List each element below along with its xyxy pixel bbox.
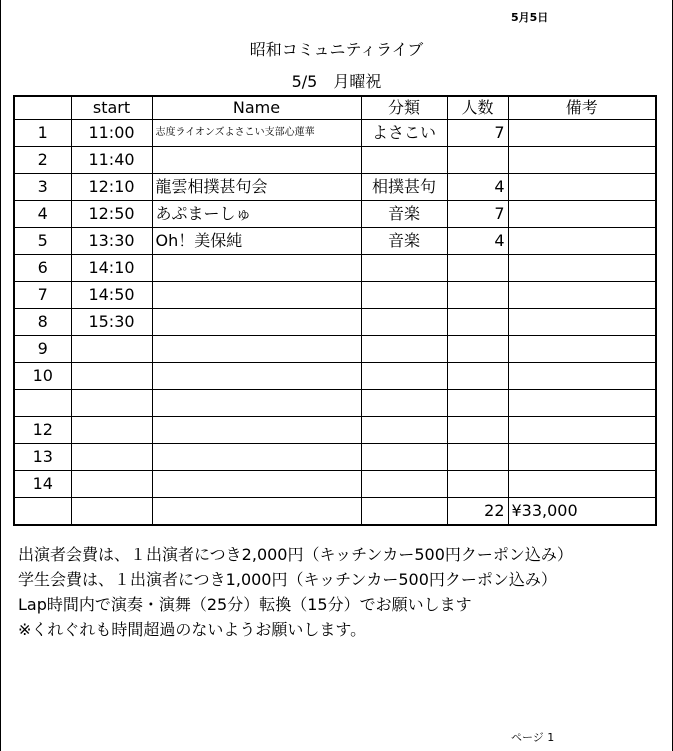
table-row bbox=[14, 444, 656, 471]
category-cell bbox=[361, 255, 447, 282]
note-cell bbox=[508, 417, 656, 444]
category-cell: よさこい bbox=[361, 120, 447, 147]
table-row bbox=[14, 255, 656, 282]
page-title: 昭和コミュニティライブ bbox=[249, 40, 424, 59]
note-cell bbox=[508, 174, 656, 201]
member-count-cell: 22 bbox=[447, 498, 508, 526]
col-header-count: 人数 bbox=[447, 96, 508, 120]
note-cell bbox=[508, 309, 656, 336]
performer-name-cell bbox=[152, 255, 361, 282]
row-number-cell: 10 bbox=[14, 363, 71, 390]
performer-name-cell bbox=[152, 282, 361, 309]
category-cell: 音楽 bbox=[361, 201, 447, 228]
category-cell bbox=[361, 282, 447, 309]
member-count-cell bbox=[447, 363, 508, 390]
performer-name-cell: Oh！美保純 bbox=[152, 228, 361, 255]
note-cell bbox=[508, 444, 656, 471]
col-header-note: 備考 bbox=[508, 96, 656, 120]
start-time-cell bbox=[71, 336, 152, 363]
page-border-left bbox=[0, 0, 1, 751]
row-number-cell: 4 bbox=[14, 201, 71, 228]
note-cell bbox=[508, 471, 656, 498]
member-count-cell: 7 bbox=[447, 201, 508, 228]
start-time-cell bbox=[71, 363, 152, 390]
row-number-cell: 7 bbox=[14, 282, 71, 309]
schedule-table-body bbox=[14, 120, 656, 526]
member-count-cell: 4 bbox=[447, 174, 508, 201]
table-row bbox=[14, 471, 656, 498]
start-time-cell: 11:00 bbox=[71, 120, 152, 147]
table-row bbox=[14, 498, 656, 526]
member-count-cell bbox=[447, 390, 508, 417]
performer-name-cell: 志度ライオンズよさこい支部心蓮華 bbox=[152, 120, 361, 147]
category-cell bbox=[361, 444, 447, 471]
category-cell bbox=[361, 336, 447, 363]
row-number-cell: 13 bbox=[14, 444, 71, 471]
note-cell bbox=[508, 201, 656, 228]
row-number-cell bbox=[14, 498, 71, 526]
member-count-cell bbox=[447, 147, 508, 174]
member-count-cell bbox=[447, 336, 508, 363]
table-row bbox=[14, 228, 656, 255]
row-number-cell: 8 bbox=[14, 309, 71, 336]
col-header-start: start bbox=[71, 96, 152, 120]
start-time-cell bbox=[71, 390, 152, 417]
category-cell bbox=[361, 363, 447, 390]
schedule-table bbox=[13, 95, 657, 526]
start-time-cell: 13:30 bbox=[71, 228, 152, 255]
member-count-cell bbox=[447, 309, 508, 336]
performer-name-cell bbox=[152, 309, 361, 336]
start-time-cell: 12:10 bbox=[71, 174, 152, 201]
page-number: ページ 1 bbox=[511, 731, 555, 744]
member-count-cell bbox=[447, 255, 508, 282]
table-row bbox=[14, 336, 656, 363]
member-count-cell: 7 bbox=[447, 120, 508, 147]
start-time-cell: 15:30 bbox=[71, 309, 152, 336]
performer-name-cell bbox=[152, 147, 361, 174]
note-line-lap-time: Lap時間内で演奏・演舞（25分）転換（15分）でお願いします bbox=[18, 595, 472, 614]
table-row bbox=[14, 201, 656, 228]
row-number-cell: 14 bbox=[14, 471, 71, 498]
start-time-cell bbox=[71, 498, 152, 526]
row-number-cell: 1 bbox=[14, 120, 71, 147]
table-row bbox=[14, 282, 656, 309]
note-cell bbox=[508, 255, 656, 282]
row-number-cell: 12 bbox=[14, 417, 71, 444]
notes-section bbox=[18, 542, 573, 642]
note-cell bbox=[508, 282, 656, 309]
performer-name-cell bbox=[152, 363, 361, 390]
table-row bbox=[14, 417, 656, 444]
col-header-name: Name bbox=[152, 96, 361, 120]
category-cell bbox=[361, 417, 447, 444]
category-cell bbox=[361, 498, 447, 526]
start-time-cell bbox=[71, 417, 152, 444]
member-count-cell bbox=[447, 282, 508, 309]
note-cell bbox=[508, 363, 656, 390]
note-line-fee: 出演者会費は、１出演者につき2,000円（キッチンカー500円クーポン込み） bbox=[18, 545, 573, 564]
performer-name-cell: あぷまーしゅ bbox=[152, 201, 361, 228]
note-cell bbox=[508, 147, 656, 174]
member-count-cell bbox=[447, 417, 508, 444]
category-cell bbox=[361, 147, 447, 174]
note-cell bbox=[508, 228, 656, 255]
note-line-time-warning: ※くれぐれも時間超過のないようお願いします。 bbox=[18, 620, 367, 639]
note-line-student-fee: 学生会費は、１出演者につき1,000円（キッチンカー500円クーポン込み） bbox=[18, 570, 557, 589]
category-cell bbox=[361, 390, 447, 417]
document-date: 5月5日 bbox=[511, 11, 549, 24]
category-cell bbox=[361, 309, 447, 336]
table-row bbox=[14, 120, 656, 147]
col-header-number bbox=[14, 96, 71, 120]
col-header-category: 分類 bbox=[361, 96, 447, 120]
start-time-cell: 12:50 bbox=[71, 201, 152, 228]
note-cell bbox=[508, 390, 656, 417]
row-number-cell: 9 bbox=[14, 336, 71, 363]
member-count-cell: 4 bbox=[447, 228, 508, 255]
note-cell: ¥33,000 bbox=[508, 498, 656, 526]
category-cell: 音楽 bbox=[361, 228, 447, 255]
row-number-cell: 2 bbox=[14, 147, 71, 174]
note-cell bbox=[508, 120, 656, 147]
table-row bbox=[14, 309, 656, 336]
start-time-cell: 14:10 bbox=[71, 255, 152, 282]
table-row bbox=[14, 390, 656, 417]
start-time-cell bbox=[71, 471, 152, 498]
table-row bbox=[14, 174, 656, 201]
start-time-cell bbox=[71, 444, 152, 471]
performer-name-cell bbox=[152, 471, 361, 498]
performer-name-cell bbox=[152, 498, 361, 526]
performer-name-cell bbox=[152, 417, 361, 444]
row-number-cell: 5 bbox=[14, 228, 71, 255]
table-row bbox=[14, 147, 656, 174]
performer-name-cell: 龍雲相撲甚句会 bbox=[152, 174, 361, 201]
row-number-cell: 6 bbox=[14, 255, 71, 282]
table-row bbox=[14, 363, 656, 390]
performer-name-cell bbox=[152, 336, 361, 363]
table-header-row bbox=[14, 96, 656, 120]
member-count-cell bbox=[447, 444, 508, 471]
note-cell bbox=[508, 336, 656, 363]
row-number-cell bbox=[14, 390, 71, 417]
performer-name-cell bbox=[152, 444, 361, 471]
category-cell: 相撲甚句 bbox=[361, 174, 447, 201]
member-count-cell bbox=[447, 471, 508, 498]
page-subtitle: 5/5 月曜祝 bbox=[291, 72, 382, 91]
start-time-cell: 11:40 bbox=[71, 147, 152, 174]
row-number-cell: 3 bbox=[14, 174, 71, 201]
category-cell bbox=[361, 471, 447, 498]
start-time-cell: 14:50 bbox=[71, 282, 152, 309]
performer-name-cell bbox=[152, 390, 361, 417]
